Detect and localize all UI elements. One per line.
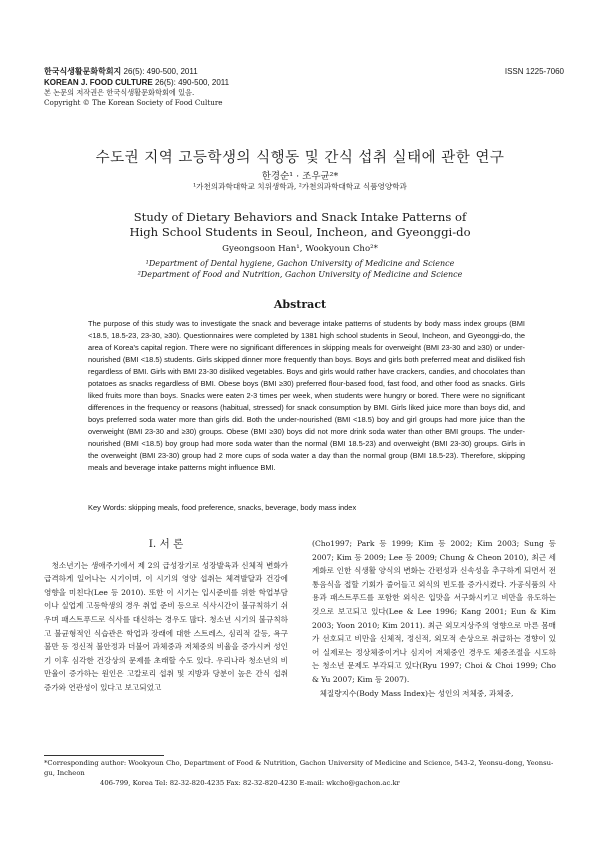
body-column-left	[44, 538, 288, 695]
paper-title-ko: 수도권 지역 고등학생의 식행동 및 간식 섭취 실태에 관한 연구	[95, 150, 505, 166]
paper-title-en-line1: Study of Dietary Behaviors and Snack Intake Patterns of	[133, 210, 467, 224]
journal-title-ko: 한국식생활문화학회지	[44, 67, 122, 76]
corresponding-author-footnote	[44, 758, 564, 788]
footnote-divider	[44, 755, 164, 756]
copyright-en: Copyright © The Korean Society of Food Culture	[44, 98, 223, 107]
affiliation-en-1: ¹Department of Dental hygiene, Gachon University of Medicine and Science	[145, 259, 455, 268]
journal-volume-en: 26(5): 490-500, 2011	[154, 78, 230, 87]
footnote-line-2: 406-799, Korea Tel: 82-32-820-4235 Fax: 82-32-820-4230 E-mail: wkcho@gachon.ac.kr	[100, 779, 400, 787]
abstract-text: The purpose of this study was to investigate the snack and beverage intake patterns of students by body mass index groups (BMI <18.5, 18.5-23, 23-30, ≥30). Questionnaires were completed by 1381 high school students in Seoul, Incheon, and Gyeonggi-do, the area of Korea's capital region. There were no significant differences in skipping meals for overweight (BMI 23-30 and ≥30) or under-nourished (BMI <18.5) students. Girls skipped dinner more frequently than boys. Boys and girls both preferred meat and disliked fish regardless of BMI. Girls with BMI 23-30 disliked vegetables. Boys and girls would rather have crackers, candies, and chocolates than potatoes as snacks regardless of BMI. Obese boys (BMI ≥30) preferred flour-based food, fast food, and other food as snacks. Girls liked fruits more than boys. Snacks were eaten 2-3 times per week, when students were hungry or bored. There were no significant differences in the frequency or reasons (habitual, stressed) for snack consumption by BMI. Girls liked juice more than boys did, and boys preferred soda water more than girls did. Both the under-nourished (BMI <18.5) boy and girl groups had more juice than the overweight (BMI 23-30 and ≥30) groups. Obese (BMI ≥30) boys did not more drink soda water than other BMI groups. The under-nourished (BMI <18.5) boy group had more soda water than the normal (BMI 18.5-23) and overweight (BMI 23-30) groups. Girls in the overweight (BMI 23-30) group had 2 more cups of soda water a day than the normal group (BMI 18.5-23). Therefore, skipping meals and beverage intake patterns might influence BMI.	[88, 319, 525, 472]
issn: ISSN 1225-7060	[504, 67, 564, 76]
journal-header	[44, 66, 564, 108]
body-paragraph: (Cho1997; Park 등 1999; Kim 등 2002; Kim 2003; Sung 등 2007; Kim 등 2009; Lee 등 2009; Chung & Cheon 2010), 최근 세계화로 인한 식생활 양식의 변화는 간편성과 신속성을 추구하게 되면서 전통음식을 접할 기회가 줄어들고 외식의 빈도를 증가시켰다. 가공식품의 사용과 패스트푸드를 포함한 외식은 입맛을 서구화시키고 비만을 유도하는 것으로 보고되고 있다(Lee & Lee 1996; Kang 2001; Eun & Kim 2003; Yoon 2010; Kim 2011). 최근 외모지상주의 영향으로 마른 몸매가 선호되고 비만을 신체적, 정신적, 외모적 손상으로 취급하는 경향이 있어 실제로는 정상체중이거나 심지어 저체중인 경우도 체중조절을 시도하는 청소년 문제도 부각되고 있다(Ryu 1997; Choi & Choi 1999; Cho & Yu 2007; Kim 등 2007).	[312, 539, 556, 684]
body-column-right	[312, 537, 556, 700]
journal-volume-ko: 26(5): 490-500, 2011	[123, 67, 198, 76]
journal-name-en	[44, 77, 229, 88]
affiliations-en	[0, 258, 600, 280]
section-heading-introduction: Ⅰ. 서 론	[148, 538, 184, 550]
journal-title-en: KOREAN J. FOOD CULTURE	[44, 78, 153, 87]
copyright-ko: 본 논문의 저작권은 한국식생활문화학회에 있음.	[44, 88, 195, 97]
authors-ko: 한경순¹ · 조우균²*	[261, 171, 339, 182]
journal-name-ko	[44, 66, 198, 77]
body-paragraph: 체질량지수(Body Mass Index)는 성인의 저체중, 과체중,	[319, 688, 514, 698]
paper-title-en	[0, 210, 600, 240]
footnote-line-1: *Corresponding author: Wookyoun Cho, Department of Food & Nutrition, Gachon University of Medicine and Science, 543-2, Yeonsu-dong, Yeonsu-gu, Incheon	[44, 759, 554, 777]
authors-en: Gyeongsoon Han¹, Wookyoun Cho²*	[222, 244, 378, 254]
keywords: Key Words: skipping meals, food preference, snacks, beverage, body mass index	[88, 503, 357, 512]
affiliations-ko: ¹가천의과학대학교 치위생학과, ²가천의과학대학교 식품영양학과	[193, 182, 407, 191]
paper-title-en-line2: High School Students in Seoul, Incheon, and Gyeonggi-do	[129, 225, 471, 239]
abstract-heading: Abstract	[273, 298, 327, 311]
body-paragraph: 청소년기는 생애주기에서 제 2의 급성장기로 성장발육과 신체적 변화가 급격하게 일어나는 시기이며, 이 시기의 영양 섭취는 체격발달과 건강에 영향을 미친다(Lee 등 2010). 또한 이 시기는 입시준비를 위한 학업부담이나 실업계 고등학생의 경우 취업 준비 등으로 식사시간이 불규칙하기 쉬우며 패스트푸드로 식사를 대신하는 경우도 많다. 청소년 시기의 불규칙하고 불균형적인 식습관은 학업과 장래에 대한 스트레스, 심리적 갈등, 욕구불만 등 정신적 불안정과 더불어 과체중과 저체중의 비율을 증가시켜 성인기 이후 심각한 건강상의 문제를 초래할 수도 있다. 우리나라 청소년의 비만율이 증가하는 원인은 고칼로리 섭취 및 지방과 당분이 높은 간식 섭취 증가와 연관성이 있다고 보고되었고	[44, 560, 288, 692]
affiliation-en-2: ²Department of Food and Nutrition, Gachon University of Medicine and Science	[137, 270, 463, 279]
